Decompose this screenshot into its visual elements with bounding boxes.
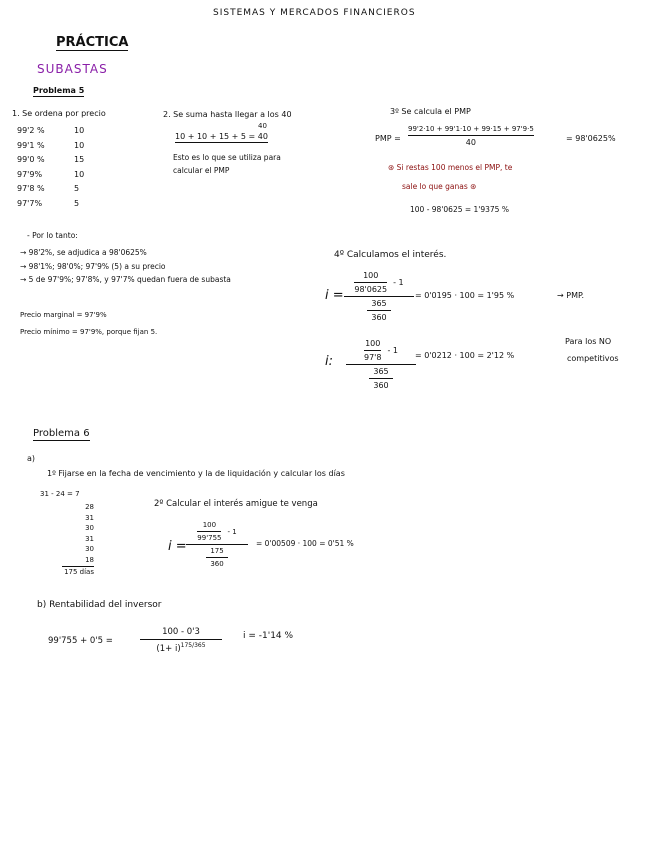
fraction-bar [346, 364, 416, 365]
p5-step2-note-2: calcular el PMP [173, 166, 230, 175]
p5-price: 97'9% [17, 169, 43, 179]
p6-part-b: b) Rentabilidad del inversor [37, 600, 162, 610]
p5-amount: 15 [74, 155, 85, 164]
i2-note-1: Para los NO [565, 337, 612, 346]
p5-price: 99'0 % [17, 155, 45, 164]
p6-day: 30 [85, 524, 94, 532]
p5-step2: 2. Se suma hasta llegar a los 40 [163, 110, 292, 119]
p6-day: 28 [85, 503, 94, 511]
fraction-bar [186, 544, 248, 545]
p5-price: 97'7% [17, 198, 43, 208]
p5-amount: 10 [74, 140, 85, 150]
i2-num-b: 97'8 [364, 353, 382, 362]
p6-i-minus: - 1 [227, 527, 237, 536]
i1-den-b: 360 [371, 313, 387, 322]
i2-minus: - 1 [387, 346, 398, 355]
p5-price-list [17, 124, 45, 211]
precio-marginal: Precio marginal = 97'9% [20, 311, 107, 319]
p5-price: 99'1 % [17, 140, 45, 150]
fraction-bar [408, 135, 534, 136]
p5-step2-top: 40 [258, 122, 267, 130]
p6-i-fraction [186, 521, 248, 568]
practica-heading: PRÁCTICA [56, 35, 129, 50]
p6-step1: 1º Fijarse en la fecha de vencimiento y la de liquidación y calcular los días [47, 469, 345, 478]
p6-days-total: 175 días [64, 568, 94, 576]
pmp-denominator: 40 [465, 138, 476, 147]
p5-result-3: → 5 de 97'9%; 97'8%, y 97'7% quedan fuera de subasta [20, 275, 231, 284]
p6-step2: 2º Calcular el interés amigue te venga [154, 499, 318, 509]
p6-i-den-a: 175 [210, 547, 224, 555]
p6-b-result: i = -1'14 % [243, 631, 294, 641]
i1-fraction [344, 271, 414, 322]
p6-day: 18 [62, 555, 94, 568]
p6-days-first: 31 - 24 = 7 [40, 490, 80, 498]
p6-day: 30 [85, 545, 94, 553]
red-note-1: ⊛ Si restas 100 menos el PMP, te [388, 163, 513, 172]
fraction-bar [206, 557, 228, 558]
p5-amount: 10 [74, 126, 85, 135]
i2-fraction [346, 339, 416, 390]
i2-den-a: 365 [373, 367, 389, 376]
p5-price: 99'2 % [17, 126, 45, 135]
i1-result: = 0'0195 · 100 = 1'95 % [415, 291, 515, 300]
fraction-bar [354, 282, 387, 283]
p6-part-a: a) [27, 454, 36, 463]
p6-days-list [62, 502, 94, 578]
p6-i-num-b: 99'755 [197, 534, 222, 542]
i1-label: i = [325, 288, 344, 303]
fraction-bar [197, 531, 221, 532]
i1-arrow: → PMP. [557, 291, 585, 300]
red-note-2: sale lo que ganas ⊛ [402, 182, 477, 191]
p6-i-den-b: 360 [210, 560, 224, 568]
p6-i-label: i = [168, 539, 187, 554]
fraction-bar [140, 639, 222, 640]
p6-day: 31 [85, 513, 94, 522]
fraction-bar [367, 310, 391, 311]
pmp-result: = 98'0625% [566, 134, 616, 143]
fraction-bar [344, 296, 414, 297]
p6-b-exp: 175/365 [180, 642, 206, 649]
fraction-bar [364, 350, 381, 351]
precio-minimo: Precio mínimo = 97'9%, porque fijan 5. [20, 328, 158, 336]
i1-num-a: 100 [363, 271, 379, 280]
i2-label: i: [325, 354, 333, 369]
i1-den-a: 365 [371, 299, 387, 308]
p5-amount-list [74, 124, 84, 211]
problema6-title: Problema 6 [33, 428, 90, 439]
p5-step2-note-1: Esto es lo que se utiliza para [173, 153, 281, 162]
p5-step2-sum: 10 + 10 + 15 + 5 = 40 [175, 132, 268, 141]
p6-b-num: 100 - 0'3 [162, 627, 200, 637]
document-header: SISTEMAS Y MERCADOS FINANCIEROS [213, 8, 416, 18]
p6-b-den: (1+ i) [156, 643, 181, 654]
p5-step4: 4º Calculamos el interés. [334, 250, 447, 260]
p6-b-left: 99'755 + 0'5 = [48, 636, 113, 646]
p5-step3: 3º Se calcula el PMP [390, 107, 471, 116]
fraction-bar [369, 378, 393, 379]
p6-day: 31 [85, 534, 94, 543]
i1-minus: - 1 [393, 278, 404, 287]
pmp-numerator: 99'2·10 + 99'1·10 + 99·15 + 97'9·5 [408, 125, 534, 133]
i2-result: = 0'0212 · 100 = 2'12 % [415, 351, 515, 360]
p5-result-1: → 98'2%, se adjudica a 98'0625% [20, 248, 147, 257]
i2-num-a: 100 [365, 339, 381, 348]
problema5-title: Problema 5 [33, 86, 85, 95]
i1-num-b: 98'0625 [354, 285, 388, 294]
p6-i-result: = 0'00509 · 100 = 0'51 % [256, 539, 354, 548]
p6-i-num-a: 100 [202, 521, 217, 529]
p5-diff: 100 - 98'0625 = 1'9375 % [410, 205, 509, 214]
pmp-label: PMP = [375, 134, 401, 143]
i2-den-b: 360 [373, 381, 389, 390]
p6-b-fraction [140, 627, 222, 654]
p5-result-2: → 98'1%; 98'0%; 97'9% (5) a su precio [20, 262, 166, 271]
p5-result-title: - Por lo tanto: [27, 231, 78, 240]
subastas-heading: SUBASTAS [37, 62, 108, 76]
pmp-fraction [408, 125, 534, 147]
i2-note-2: competitivos [567, 354, 619, 363]
p5-amount: 5 [74, 184, 80, 193]
p5-price: 97'8 % [17, 184, 45, 193]
p5-step1: 1. Se ordena por precio [12, 109, 106, 118]
p5-amount: 5 [74, 198, 80, 208]
p5-amount: 10 [74, 169, 85, 179]
